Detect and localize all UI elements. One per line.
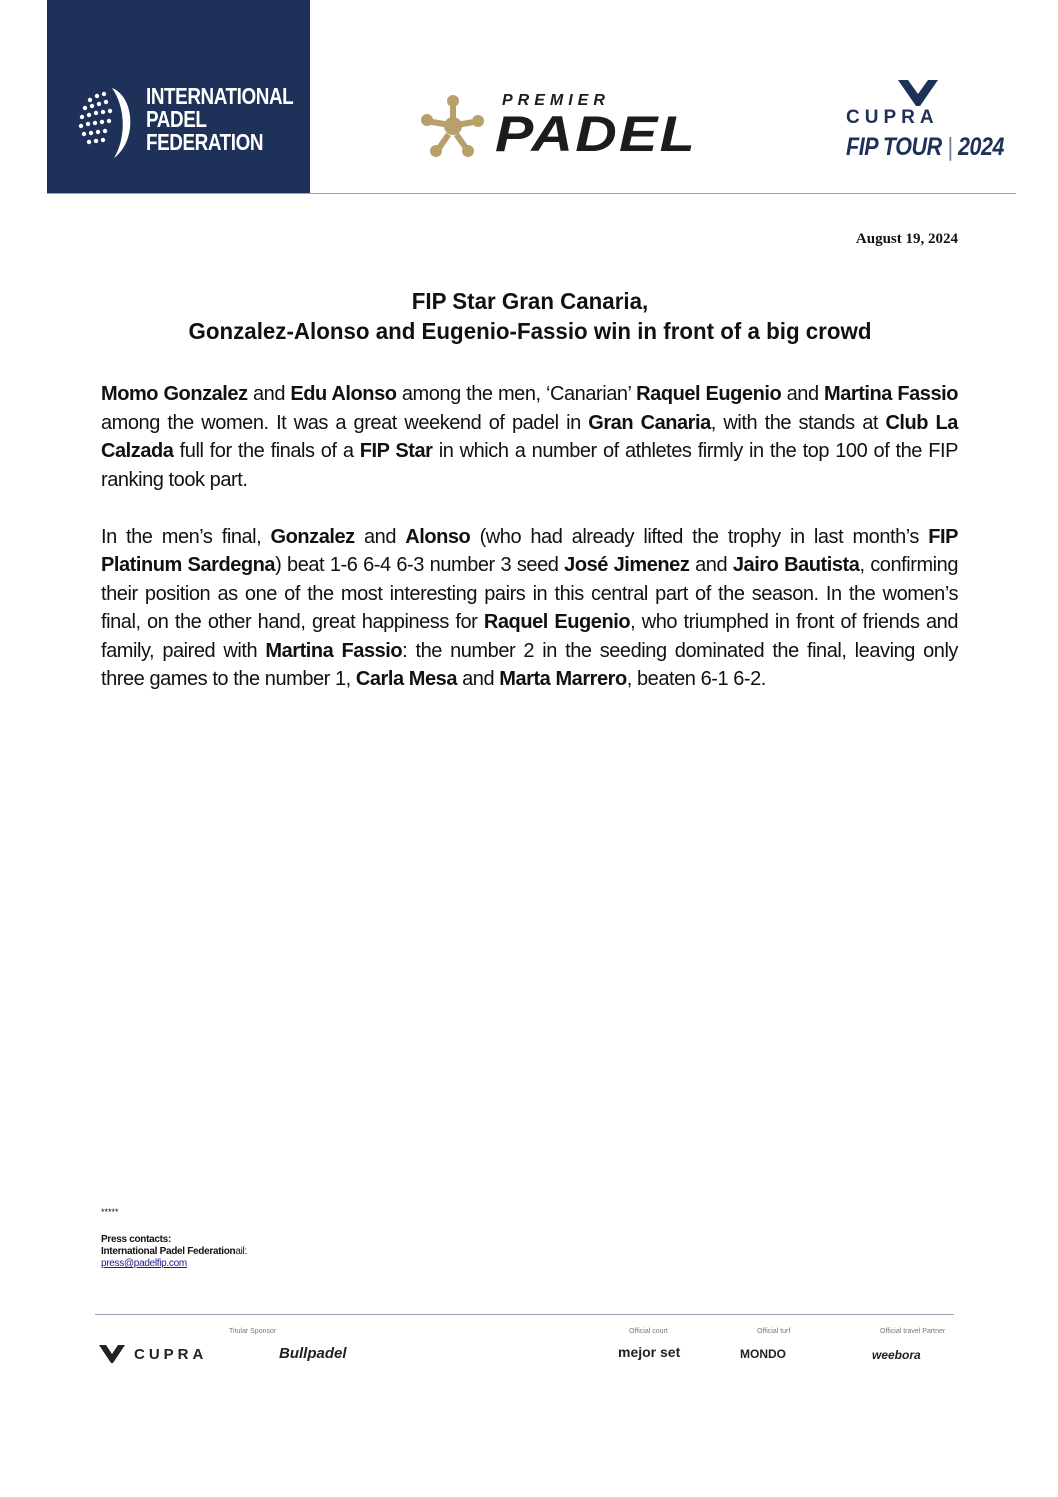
press-email-link[interactable]: press@padelfip.com — [101, 1258, 187, 1269]
p1-run-13: in which a number of athletes firmly in the top 100 of the FIP ranking took part. — [101, 440, 958, 491]
p2-run-4: (who had already lifted the trophy in last month’s — [470, 525, 929, 548]
p2-run-12: , who triumphed in front of friends and family, paired with — [101, 611, 959, 662]
p1-run-2: Edu Alonso — [290, 383, 397, 405]
p2-run-8: and — [689, 554, 733, 576]
sponsor-logo-mondo: MONDO — [740, 1347, 786, 1361]
p2-run-11: Raquel Eugenio — [483, 611, 631, 633]
p1-run-8: Gran Canaria — [588, 411, 711, 434]
title-line-2: Gonzalez-Alonso and Eugenio-Fassio win in front of a big crowd — [188, 318, 872, 344]
sponsor-logo-bullpadel: Bullpadel — [279, 1345, 347, 1362]
premier-padel-flower-icon — [418, 93, 488, 159]
sponsor-divider — [95, 1314, 954, 1315]
fip-tour-year: 2024 — [957, 133, 1005, 161]
sponsor-caption-travel: Official travel Partner — [880, 1328, 946, 1335]
press-contacts-org-line — [101, 1246, 247, 1258]
separator-stars: ***** — [101, 1207, 119, 1217]
press-release-title — [114, 286, 946, 346]
article-body — [101, 380, 958, 722]
ipf-logo-line-1: INTERNATIONAL — [146, 83, 294, 109]
cupra-wordmark: CUPRA — [846, 107, 939, 128]
press-contacts-org: International Padel Federation — [101, 1246, 236, 1257]
p2-run-17: Marta Marrero — [499, 668, 627, 690]
ipf-logo-line-2: PADEL — [146, 106, 207, 132]
paragraph-2 — [101, 523, 958, 694]
p2-run-3: Alonso — [405, 525, 471, 548]
p1-run-6: Martina Fassio — [824, 383, 958, 405]
ipf-logo-text — [146, 85, 293, 154]
cupra-tribal-icon — [898, 80, 938, 106]
p2-run-5: FIP Platinum Sardegna — [101, 525, 958, 576]
p1-run-3: among the men, ‘Canarian’ — [396, 383, 637, 405]
sponsor-logo-mejorset: mejor set — [618, 1344, 681, 1360]
ipf-ball-logo-icon — [76, 82, 136, 162]
ipf-logo-line-3: FEDERATION — [146, 129, 264, 155]
p1-run-7: among the women. It was a great weekend of padel in — [101, 411, 589, 434]
sponsor-logo-cupra: CUPRA — [134, 1346, 208, 1363]
sponsor-caption-court: Official court — [629, 1328, 668, 1335]
sponsor-caption-turf: Official turf — [757, 1328, 791, 1335]
title-line-1: FIP Star Gran Canaria, — [411, 288, 649, 314]
cupra-sponsor-icon — [99, 1345, 125, 1363]
padel-label: PADEL — [495, 106, 698, 162]
p1-run-1: and — [247, 383, 291, 405]
p2-run-0: In the men’s final, — [101, 525, 271, 548]
p1-run-5: and — [781, 383, 824, 405]
p2-run-9: Jairo Bautista — [732, 554, 860, 576]
p2-run-14: : the number 2 in the seeding dominated the final, leaving only three games to the number 1, — [101, 639, 958, 690]
premier-label: PREMIER — [502, 92, 610, 109]
fip-tour-label: FIP TOUR | 2024 — [846, 133, 1005, 161]
paragraph-1 — [101, 380, 958, 494]
p2-run-16: and — [457, 668, 500, 690]
p1-run-11: full for the finals of a — [173, 440, 360, 462]
p1-run-10: Club La Calzada — [101, 411, 958, 462]
sponsor-logo-weebora: weebora — [872, 1348, 921, 1362]
p2-run-13: Martina Fassio — [265, 639, 403, 662]
sponsor-caption-title: Titular Sponsor — [229, 1328, 277, 1335]
fip-tour-name: FIP TOUR — [846, 133, 942, 161]
p1-run-0: Momo Gonzalez — [101, 383, 248, 405]
p1-run-4: Raquel Eugenio — [636, 383, 782, 405]
p2-run-7: José Jimenez — [564, 554, 690, 576]
press-contacts-label: Press contacts: — [101, 1234, 171, 1245]
p2-run-6: ) beat 1-6 6-4 6-3 number 3 seed — [275, 554, 565, 576]
p2-run-1: Gonzalez — [270, 525, 355, 548]
press-contacts-org-suffix: ail: — [235, 1246, 247, 1257]
press-release-date: August 19, 2024 — [855, 231, 958, 247]
press-contacts — [101, 1234, 247, 1270]
p1-run-12: FIP Star — [359, 440, 433, 462]
p1-run-9: , with the stands at — [710, 411, 886, 434]
p2-run-10: , confirming their position as one of the most interesting pairs in this central part of the season. In the women’s final, on the other hand, great happiness for — [101, 554, 959, 633]
p2-run-18: , beaten 6-1 6-2. — [626, 668, 766, 690]
header-divider — [47, 193, 1016, 194]
p2-run-2: and — [354, 525, 406, 548]
p2-run-15: Carla Mesa — [355, 668, 458, 690]
